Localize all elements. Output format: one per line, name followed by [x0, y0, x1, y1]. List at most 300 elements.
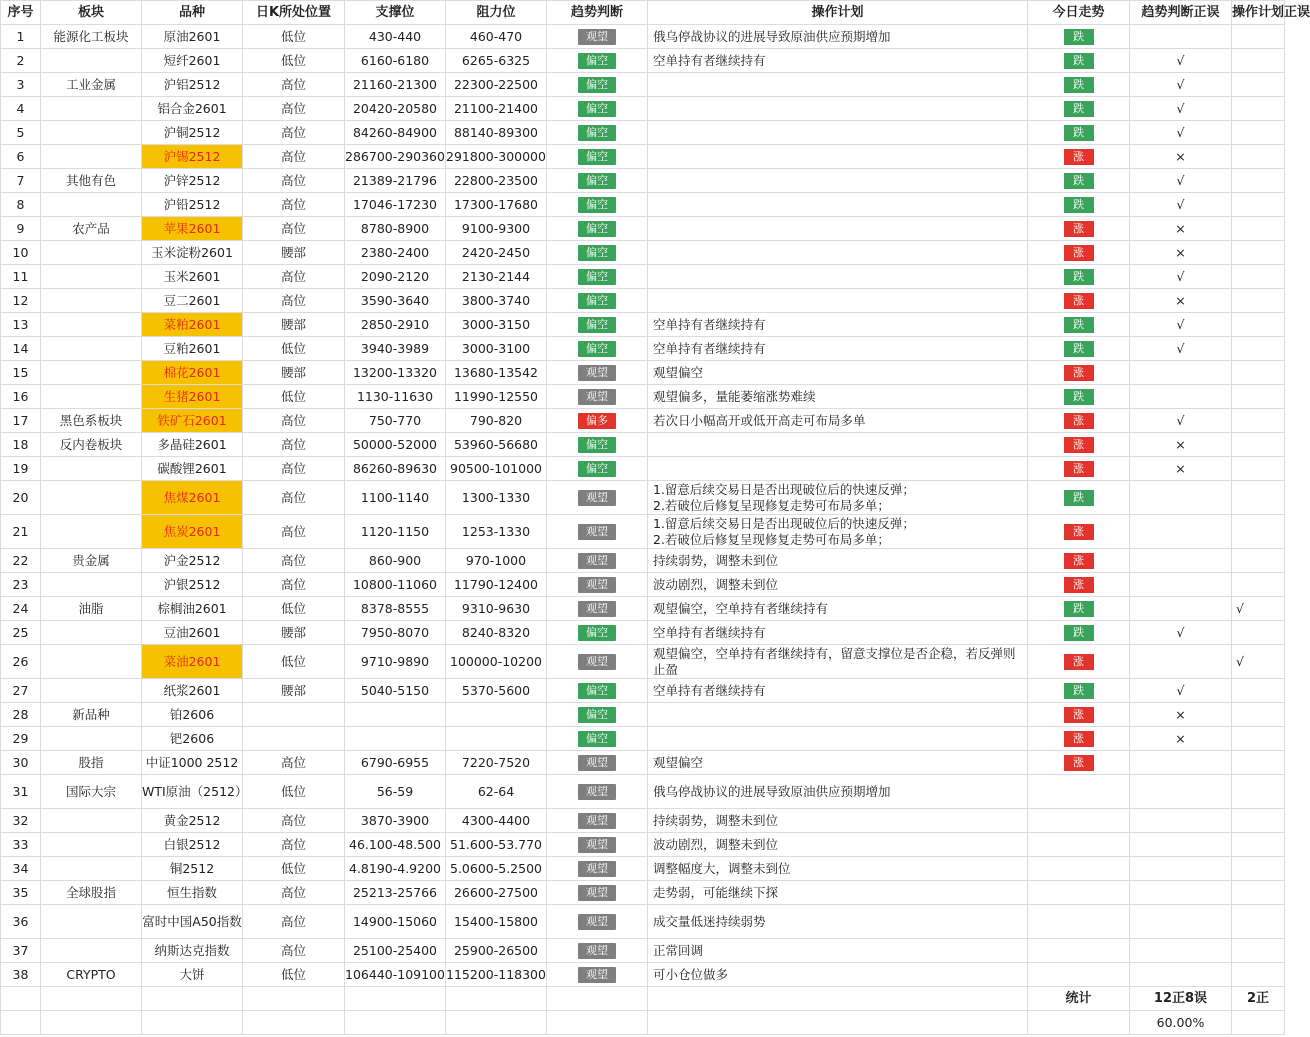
sector-cell — [41, 809, 142, 833]
row-number: 36 — [1, 905, 41, 939]
table-row — [1, 217, 1285, 241]
today-cell — [1028, 857, 1130, 881]
today-badge: 跌 — [1064, 173, 1094, 189]
row-number: 4 — [1, 97, 41, 121]
today-badge: 涨 — [1064, 293, 1094, 309]
plan-text: 1.留意后续交易日是否出现破位后的快速反弹； 2.若破位后修复呈现修复走势可布局多单； — [653, 515, 915, 547]
sector-cell — [41, 121, 142, 145]
trend-badge: 偏空 — [578, 341, 616, 357]
sector-cell — [41, 621, 142, 645]
kline-position: 高位 — [243, 217, 345, 241]
row-number: 21 — [1, 515, 41, 549]
resistance-level: 5.0600-5.2500 — [446, 857, 547, 881]
row-number: 34 — [1, 857, 41, 881]
table-row — [1, 289, 1285, 313]
table-row — [1, 881, 1285, 905]
trend-badge: 偏空 — [578, 707, 616, 723]
row-number: 24 — [1, 597, 41, 621]
kline-position: 高位 — [243, 265, 345, 289]
plan-correctness — [1232, 703, 1285, 727]
plan-cell — [648, 217, 1028, 241]
header-row — [1, 1, 1285, 25]
kline-position: 高位 — [243, 549, 345, 573]
sector-cell: 农产品 — [41, 217, 142, 241]
trend-cell — [547, 361, 648, 385]
sector-cell: 新品种 — [41, 703, 142, 727]
trend-badge: 观望 — [578, 861, 616, 877]
trend-badge: 偏空 — [578, 53, 616, 69]
column-header: 板块 — [41, 1, 142, 25]
product-name: 沪锌2512 — [142, 169, 243, 193]
trend-cell — [547, 433, 648, 457]
resistance-level: 7220-7520 — [446, 751, 547, 775]
row-number: 14 — [1, 337, 41, 361]
plan-cell — [648, 457, 1028, 481]
table-row — [1, 515, 1285, 549]
column-header: 阻力位 — [446, 1, 547, 25]
product-name: 富时中国A50指数 — [142, 905, 243, 939]
trend-badge: 偏空 — [578, 731, 616, 747]
resistance-level — [446, 727, 547, 751]
plan-cell — [648, 549, 1028, 573]
kline-position: 高位 — [243, 939, 345, 963]
resistance-level: 88140-89300 — [446, 121, 547, 145]
resistance-level: 13680-13542 — [446, 361, 547, 385]
kline-position: 高位 — [243, 145, 345, 169]
product-name: 沪锡2512 — [142, 145, 243, 169]
trend-cell — [547, 265, 648, 289]
trend-correctness — [1130, 573, 1232, 597]
row-number: 27 — [1, 679, 41, 703]
row-number: 18 — [1, 433, 41, 457]
trend-correctness: × — [1130, 289, 1232, 313]
resistance-level: 2130-2144 — [446, 265, 547, 289]
trend-correctness: √ — [1130, 265, 1232, 289]
product-name: 钯2606 — [142, 727, 243, 751]
plan-correctness — [1232, 905, 1285, 939]
trend-badge: 观望 — [578, 553, 616, 569]
table-row — [1, 963, 1285, 987]
row-number: 20 — [1, 481, 41, 515]
table-row — [1, 145, 1285, 169]
today-badge: 涨 — [1064, 149, 1094, 165]
kline-position: 低位 — [243, 25, 345, 49]
support-level: 25100-25400 — [345, 939, 446, 963]
resistance-level: 22800-23500 — [446, 169, 547, 193]
plan-cell — [648, 621, 1028, 645]
product-name: 中证1000 2512 — [142, 751, 243, 775]
kline-position: 高位 — [243, 193, 345, 217]
plan-correctness — [1232, 433, 1285, 457]
trend-cell — [547, 775, 648, 809]
plan-cell — [648, 963, 1028, 987]
plan-correctness — [1232, 241, 1285, 265]
product-name: 生猪2601 — [142, 385, 243, 409]
trend-correctness: × — [1130, 727, 1232, 751]
sector-cell — [41, 337, 142, 361]
trend-correctness: √ — [1130, 49, 1232, 73]
trend-badge: 偏空 — [578, 317, 616, 333]
row-number: 30 — [1, 751, 41, 775]
trend-correctness — [1130, 385, 1232, 409]
plan-correctness: √ — [1232, 645, 1285, 679]
support-level: 50000-52000 — [345, 433, 446, 457]
today-cell — [1028, 703, 1130, 727]
trend-correctness — [1130, 809, 1232, 833]
resistance-level: 790-820 — [446, 409, 547, 433]
kline-position: 高位 — [243, 433, 345, 457]
trend-badge: 偏空 — [578, 77, 616, 93]
support-level: 46.100-48.500 — [345, 833, 446, 857]
trend-correctness: √ — [1130, 121, 1232, 145]
table-row — [1, 313, 1285, 337]
plan-cell — [648, 857, 1028, 881]
plan-cell — [648, 145, 1028, 169]
trend-correctness — [1130, 645, 1232, 679]
resistance-level: 11990-12550 — [446, 385, 547, 409]
today-cell — [1028, 361, 1130, 385]
trend-pct: 60.00% — [1130, 1011, 1232, 1035]
resistance-level: 9100-9300 — [446, 217, 547, 241]
plan-correctness — [1232, 963, 1285, 987]
resistance-level: 8240-8320 — [446, 621, 547, 645]
resistance-level: 25900-26500 — [446, 939, 547, 963]
today-badge: 跌 — [1064, 125, 1094, 141]
row-number: 3 — [1, 73, 41, 97]
trend-badge: 观望 — [578, 943, 616, 959]
resistance-level: 970-1000 — [446, 549, 547, 573]
plan-text: 空单持有者继续持有 — [653, 340, 766, 356]
kline-position: 高位 — [243, 481, 345, 515]
trend-cell — [547, 337, 648, 361]
support-level: 9710-9890 — [345, 645, 446, 679]
trend-cell — [547, 25, 648, 49]
product-name: 纸浆2601 — [142, 679, 243, 703]
kline-position: 高位 — [243, 97, 345, 121]
today-cell — [1028, 169, 1130, 193]
resistance-level: 6265-6325 — [446, 49, 547, 73]
table-row — [1, 265, 1285, 289]
today-badge: 跌 — [1064, 29, 1094, 45]
table-row — [1, 833, 1285, 857]
product-name: 棉花2601 — [142, 361, 243, 385]
trend-cell — [547, 549, 648, 573]
plan-correctness — [1232, 809, 1285, 833]
today-badge: 涨 — [1064, 365, 1094, 381]
kline-position: 高位 — [243, 833, 345, 857]
kline-position: 高位 — [243, 751, 345, 775]
today-badge: 涨 — [1064, 524, 1094, 540]
table-row — [1, 457, 1285, 481]
product-name: 豆二2601 — [142, 289, 243, 313]
row-number: 7 — [1, 169, 41, 193]
trend-badge: 观望 — [578, 784, 616, 800]
support-level: 56-59 — [345, 775, 446, 809]
plan-correctness — [1232, 49, 1285, 73]
stat-row — [1, 987, 1285, 1011]
plan-cell — [648, 515, 1028, 549]
trend-cell — [547, 385, 648, 409]
trend-badge: 偏空 — [578, 269, 616, 285]
today-badge: 涨 — [1064, 461, 1094, 477]
trend-correctness: √ — [1130, 193, 1232, 217]
row-number: 29 — [1, 727, 41, 751]
row-number: 2 — [1, 49, 41, 73]
sector-cell — [41, 939, 142, 963]
plan-cell — [648, 193, 1028, 217]
table-row — [1, 621, 1285, 645]
resistance-level: 90500-101000 — [446, 457, 547, 481]
plan-correctness — [1232, 265, 1285, 289]
today-cell — [1028, 905, 1130, 939]
trend-badge: 观望 — [578, 490, 616, 506]
table-row — [1, 385, 1285, 409]
trend-badge: 偏空 — [578, 437, 616, 453]
plan-correctness — [1232, 25, 1285, 49]
support-level: 20420-20580 — [345, 97, 446, 121]
plan-correctness — [1232, 289, 1285, 313]
today-cell — [1028, 49, 1130, 73]
today-cell — [1028, 97, 1130, 121]
row-number: 25 — [1, 621, 41, 645]
plan-cell — [648, 597, 1028, 621]
today-cell — [1028, 751, 1130, 775]
support-level: 286700-290360 — [345, 145, 446, 169]
today-badge: 跌 — [1064, 389, 1094, 405]
trend-correctness: √ — [1130, 337, 1232, 361]
today-cell — [1028, 573, 1130, 597]
trend-correctness — [1130, 857, 1232, 881]
plan-cell — [648, 679, 1028, 703]
row-number: 5 — [1, 121, 41, 145]
today-cell — [1028, 481, 1130, 515]
sector-cell — [41, 515, 142, 549]
trend-cell — [547, 457, 648, 481]
trend-correctness — [1130, 939, 1232, 963]
sector-cell: 能源化工板块 — [41, 25, 142, 49]
plan-text: 持续弱势，调整未到位 — [653, 552, 779, 568]
plan-correctness — [1232, 857, 1285, 881]
row-number: 23 — [1, 573, 41, 597]
resistance-level: 62-64 — [446, 775, 547, 809]
trend-correctness: √ — [1130, 169, 1232, 193]
trend-badge: 偏空 — [578, 625, 616, 641]
product-name: 沪铜2512 — [142, 121, 243, 145]
sector-cell: 黑色系板块 — [41, 409, 142, 433]
plan-correctness — [1232, 217, 1285, 241]
product-name: 短纤2601 — [142, 49, 243, 73]
row-number: 28 — [1, 703, 41, 727]
plan-cell — [648, 265, 1028, 289]
today-cell — [1028, 809, 1130, 833]
plan-cell — [648, 97, 1028, 121]
column-header: 日K所处位置 — [243, 1, 345, 25]
resistance-level: 3000-3100 — [446, 337, 547, 361]
row-number: 1 — [1, 25, 41, 49]
product-name: 大饼 — [142, 963, 243, 987]
today-badge: 跌 — [1064, 53, 1094, 69]
plan-text: 若次日小幅高开或低开高走可布局多单 — [653, 412, 866, 428]
support-level: 13200-13320 — [345, 361, 446, 385]
sector-cell — [41, 573, 142, 597]
kline-position: 高位 — [243, 573, 345, 597]
support-level — [345, 727, 446, 751]
trend-correctness — [1130, 905, 1232, 939]
support-level: 14900-15060 — [345, 905, 446, 939]
row-number: 8 — [1, 193, 41, 217]
plan-result: 2正 — [1232, 987, 1285, 1011]
today-badge: 跌 — [1064, 625, 1094, 641]
sector-cell: 国际大宗 — [41, 775, 142, 809]
resistance-level: 3000-3150 — [446, 313, 547, 337]
plan-cell — [648, 241, 1028, 265]
trend-badge: 观望 — [578, 813, 616, 829]
plan-cell — [648, 775, 1028, 809]
sector-cell: 全球股指 — [41, 881, 142, 905]
plan-text: 观望偏空 — [653, 364, 704, 380]
trend-correctness — [1130, 963, 1232, 987]
table-row — [1, 49, 1285, 73]
support-level: 3870-3900 — [345, 809, 446, 833]
plan-cell — [648, 809, 1028, 833]
resistance-level: 1300-1330 — [446, 481, 547, 515]
today-badge: 涨 — [1064, 437, 1094, 453]
table-row — [1, 337, 1285, 361]
today-cell — [1028, 645, 1130, 679]
product-name: 铂2606 — [142, 703, 243, 727]
kline-position: 低位 — [243, 645, 345, 679]
plan-text: 调整幅度大，调整未到位 — [653, 860, 791, 876]
plan-cell — [648, 573, 1028, 597]
plan-correctness — [1232, 337, 1285, 361]
kline-position: 高位 — [243, 881, 345, 905]
kline-position: 高位 — [243, 409, 345, 433]
plan-text: 空单持有者继续持有 — [653, 682, 766, 698]
trend-cell — [547, 409, 648, 433]
table-row — [1, 703, 1285, 727]
table-body — [1, 25, 1285, 987]
sector-cell: 股指 — [41, 751, 142, 775]
trend-correctness: × — [1130, 433, 1232, 457]
support-level: 21160-21300 — [345, 73, 446, 97]
today-badge: 跌 — [1064, 77, 1094, 93]
support-level: 8378-8555 — [345, 597, 446, 621]
table-row — [1, 679, 1285, 703]
plan-correctness — [1232, 193, 1285, 217]
plan-text: 观望偏空，空单持有者继续持有 — [653, 600, 829, 616]
column-header: 趋势判断 — [547, 1, 648, 25]
product-name: WTI原油（2512） — [142, 775, 243, 809]
kline-position: 腰部 — [243, 361, 345, 385]
resistance-level: 100000-10200 — [446, 645, 547, 679]
column-header: 支撑位 — [345, 1, 446, 25]
support-level: 7950-8070 — [345, 621, 446, 645]
row-number: 12 — [1, 289, 41, 313]
plan-correctness — [1232, 169, 1285, 193]
row-number: 17 — [1, 409, 41, 433]
trend-badge: 观望 — [578, 601, 616, 617]
plan-correctness — [1232, 679, 1285, 703]
plan-correctness — [1232, 145, 1285, 169]
today-cell — [1028, 217, 1130, 241]
trend-correctness — [1130, 833, 1232, 857]
support-level: 1100-1140 — [345, 481, 446, 515]
plan-correctness — [1232, 313, 1285, 337]
resistance-level: 460-470 — [446, 25, 547, 49]
row-number: 13 — [1, 313, 41, 337]
today-cell — [1028, 409, 1130, 433]
plan-correctness — [1232, 385, 1285, 409]
trend-badge: 偏多 — [578, 413, 616, 429]
support-level: 3590-3640 — [345, 289, 446, 313]
table-row — [1, 73, 1285, 97]
product-name: 铁矿石2601 — [142, 409, 243, 433]
kline-position: 低位 — [243, 337, 345, 361]
table-row — [1, 25, 1285, 49]
sector-cell: 油脂 — [41, 597, 142, 621]
trend-correctness: × — [1130, 241, 1232, 265]
table-row — [1, 775, 1285, 809]
column-header: 操作计划 — [648, 1, 1028, 25]
plan-cell — [648, 337, 1028, 361]
resistance-level: 5370-5600 — [446, 679, 547, 703]
plan-cell — [648, 703, 1028, 727]
plan-correctness — [1232, 97, 1285, 121]
table-row — [1, 809, 1285, 833]
today-cell — [1028, 881, 1130, 905]
product-name: 沪铝2512 — [142, 73, 243, 97]
plan-cell — [648, 313, 1028, 337]
sector-cell — [41, 905, 142, 939]
table-row — [1, 597, 1285, 621]
row-number: 19 — [1, 457, 41, 481]
today-cell — [1028, 193, 1130, 217]
today-cell — [1028, 433, 1130, 457]
trend-cell — [547, 939, 648, 963]
plan-correctness — [1232, 409, 1285, 433]
today-badge: 涨 — [1064, 654, 1094, 670]
support-level: 4.8190-4.9200 — [345, 857, 446, 881]
table-row — [1, 549, 1285, 573]
row-number: 11 — [1, 265, 41, 289]
trend-correctness: × — [1130, 703, 1232, 727]
trend-correctness: × — [1130, 145, 1232, 169]
support-level: 84260-84900 — [345, 121, 446, 145]
table-row — [1, 939, 1285, 963]
today-cell — [1028, 25, 1130, 49]
trend-badge: 偏空 — [578, 149, 616, 165]
sector-cell — [41, 361, 142, 385]
plan-correctness: √ — [1232, 597, 1285, 621]
today-badge: 涨 — [1064, 553, 1094, 569]
kline-position: 高位 — [243, 515, 345, 549]
product-name: 菜油2601 — [142, 645, 243, 679]
trend-correctness: √ — [1130, 679, 1232, 703]
today-badge: 涨 — [1064, 577, 1094, 593]
row-number: 10 — [1, 241, 41, 265]
sector-cell — [41, 97, 142, 121]
kline-position: 腰部 — [243, 621, 345, 645]
row-number: 16 — [1, 385, 41, 409]
row-number: 35 — [1, 881, 41, 905]
trend-badge: 偏空 — [578, 197, 616, 213]
resistance-level: 9310-9630 — [446, 597, 547, 621]
product-name: 菜粕2601 — [142, 313, 243, 337]
table-row — [1, 857, 1285, 881]
trend-badge: 偏空 — [578, 173, 616, 189]
kline-position: 高位 — [243, 809, 345, 833]
trend-cell — [547, 963, 648, 987]
